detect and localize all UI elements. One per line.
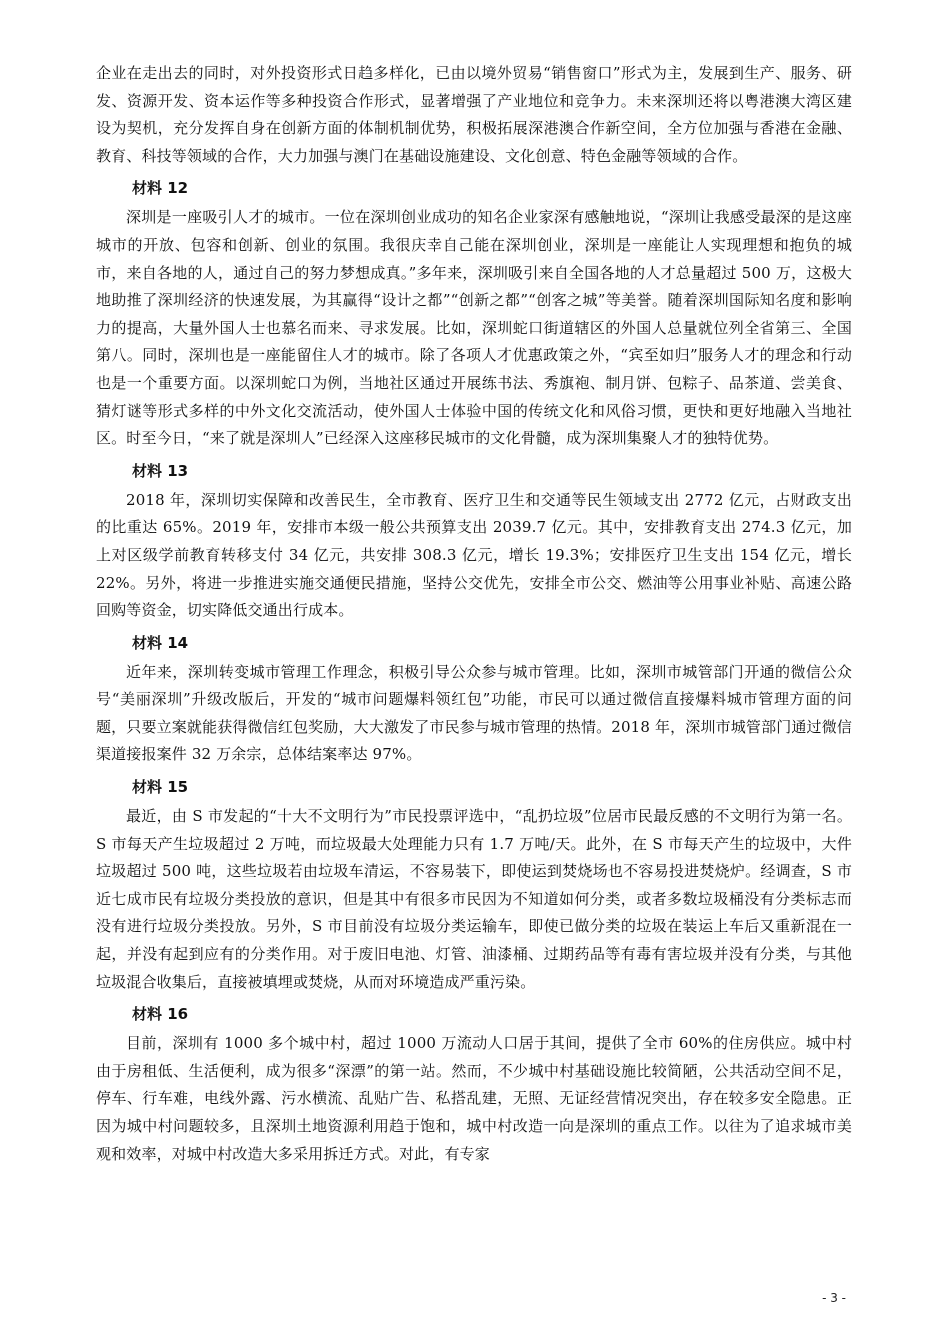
paragraph-material-16: 目前，深圳有 1000 多个城中村，超过 1000 万流动人口居于其间，提供了全市 60%的住房供应。城中村由于房租低、生活便利，成为很多“深漂”的第一站。然而，不少城中村基础设施比较简陋，公共活动空间不足，停车、行车难，电线外露、污水横流、乱贴广告、私搭乱建，无照、无证经营情况突出，存在较多安全隐患。正因为城中村问题较多，且深圳土地资源利用趋于饱和，城中村改造一向是深圳的重点工作。以往为了追求城市美观和效率，对城中村改造大多采用拆迁方式。对此，有专家 xyxy=(96,1034,852,1163)
document-body xyxy=(96,60,852,1168)
paragraph-material-12: 深圳是一座吸引人才的城市。一位在深圳创业成功的知名企业家深有感触地说，“深圳让我感受最深的是这座城市的开放、包容和创新、创业的氛围。我很庆幸自己能在深圳创业，深圳是一座能让人实现理想和抱负的城市，来自各地的人，通过自己的努力梦想成真。”多年来，深圳吸引来自全国各地的人才总量超过 500 万，这极大地助推了深圳经济的快速发展，为其赢得“设计之都”“创新之都”“创客之城”等美誉。随着深圳国际知名度和影响力的提高，大量外国人士也慕名而来、寻求发展。比如，深圳蛇口街道辖区的外国人总量就位列全省第三、全国第八。同时，深圳也是一座能留住人才的城市。除了各项人才优惠政策之外，“宾至如归”服务人才的理念和行动也是一个重要方面。以深圳蛇口为例，当地社区通过开展练书法、秀旗袍、制月饼、包粽子、品茶道、尝美食、猜灯谜等形式多样的中外文化交流活动，使外国人士体验中国的传统文化和风俗习惯，更快和更好地融入当地社区。时至今日，“来了就是深圳人”已经深入这座移民城市的文化骨髓，成为深圳集聚人才的独特优势。 xyxy=(96,208,852,448)
paragraph-material-14: 近年来，深圳转变城市管理工作理念，积极引导公众参与城市管理。比如，深圳市城管部门开通的微信公众号“美丽深圳”升级改版后，开发的“城市问题爆料领红包”功能，市民可以通过微信直接爆料城市管理方面的问题，只要立案就能获得微信红包奖励，大大激发了市民参与城市管理的热情。2018 年，深圳市城管部门通过微信渠道接报案件 32 万余宗，总体结案率达 97%。 xyxy=(96,662,852,764)
paragraph-continued: 企业在走出去的同时，对外投资形式日趋多样化，已由以境外贸易“销售窗口”形式为主，发展到生产、服务、研发、资源开发、资本运作等多种投资合作形式，显著增强了产业地位和竞争力。未来深圳还将以粤港澳大湾区建设为契机，充分发挥自身在创新方面的体制机制优势，积极拓展深港澳合作新空间，全方位加强与香港在金融、教育、科技等领域的合作，大力加强与澳门在基础设施建设、文化创意、特色金融等领域的合作。 xyxy=(96,64,852,165)
material-heading-12: 材料 12 xyxy=(132,179,189,198)
paragraph-material-15: 最近，由 S 市发起的“十大不文明行为”市民投票评选中，“乱扔垃圾”位居市民最反感的不文明行为第一名。S 市每天产生垃圾超过 2 万吨，而垃圾最大处理能力只有 1.7 万吨/天。此外，在 S 市每天产生的垃圾中，大件垃圾超过 500 吨，这些垃圾若由垃圾车清运，不容易装下，即使运到焚烧场也不容易投进焚烧炉。经调查，S 市近七成市民有垃圾分类投放的意识，但是其中有很多市民因为不知道如何分类，或者多数垃圾桶没有分类标志而没有进行垃圾分类投放。另外，S 市目前没有垃圾分类运输车，即使已做分类的垃圾在装运上车后又重新混在一起，并没有起到应有的分类作用。对于废旧电池、灯管、油漆桶、过期药品等有毒有害垃圾并没有分类，与其他垃圾混合收集后，直接被填埋或焚烧，从而对环境造成严重污染。 xyxy=(96,807,852,991)
material-heading-14: 材料 14 xyxy=(132,633,189,652)
page-number: - 3 - xyxy=(822,1291,846,1305)
material-heading-13: 材料 13 xyxy=(132,461,189,480)
material-heading-15: 材料 15 xyxy=(132,778,189,797)
paragraph-material-13: 2018 年，深圳切实保障和改善民生，全市教育、医疗卫生和交通等民生领域支出 2772 亿元，占财政支出的比重达 65%。2019 年，安排市本级一般公共预算支出 2039.7 亿元。其中，安排教育支出 274.3 亿元，加上对区级学前教育转移支付 34 亿元，共安排 308.3 亿元，增长 19.3%；安排医疗卫生支出 154 亿元，增长 22%。另外，将进一步推进实施交通便民措施，坚持公交优先，安排全市公交、燃油等公用事业补贴、高速公路回购等资金，切实降低交通出行成本。 xyxy=(96,490,852,620)
material-heading-16: 材料 16 xyxy=(132,1005,189,1024)
